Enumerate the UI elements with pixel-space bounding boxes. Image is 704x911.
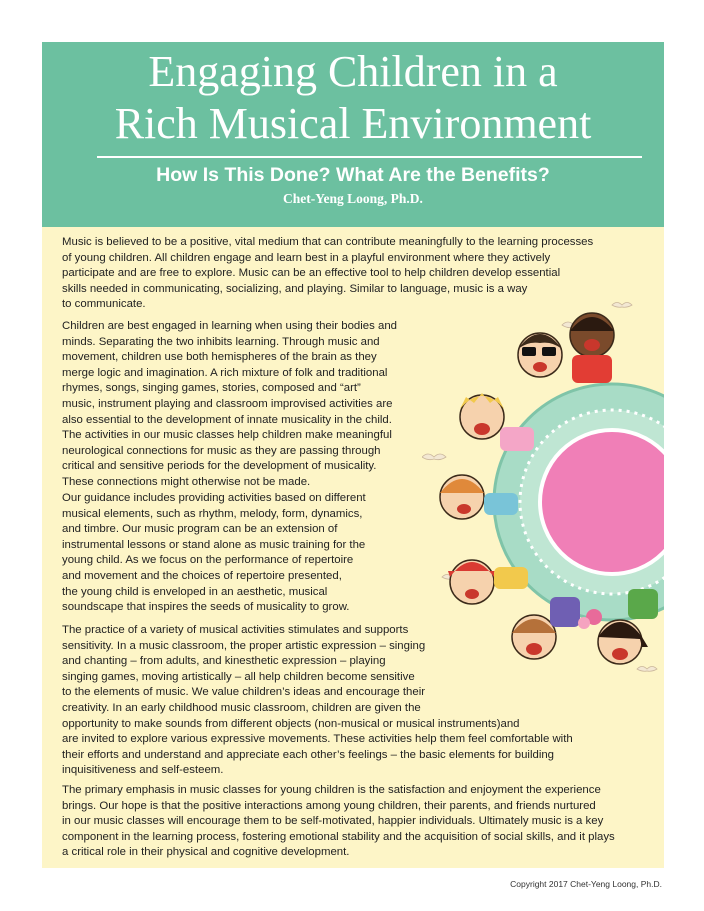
text-line: minds. Separating the two inhibits learning. Through music and: [62, 335, 380, 348]
text-line: in our music classes will encourage them to be self-motivated, happier individuals. Ultimately music is a key: [62, 815, 604, 828]
text-line: The primary emphasis in music classes for young children is the satisfaction and enjoyment the experience: [62, 784, 601, 796]
paragraph-engagement: [62, 319, 397, 491]
child-figure: [518, 333, 562, 377]
text-line: creativity. In an early childhood music classroom, children are given the: [62, 701, 421, 714]
text-line: music, instrument playing and classroom improvised activities are: [62, 397, 393, 410]
text-line: skills needed in communicating, socializing, and playing. Similar to language, music is a way: [62, 282, 528, 295]
title-divider: [97, 156, 642, 158]
paragraph-emphasis: [62, 783, 615, 861]
text-line: critical and sensitive periods for the development of musicality.: [62, 460, 377, 473]
text-line: also essential to the development of innate musicality in the child.: [62, 413, 392, 426]
text-line: sensitivity. In a music classroom, the proper artistic expression – singing: [62, 639, 426, 652]
text-line: of young children. All children engage and learn best in a playful environment where they actively: [62, 251, 551, 264]
page-title: [42, 46, 664, 150]
text-line: opportunity to make sounds from different objects (non-musical or musical instruments)and: [62, 717, 520, 730]
child-figure: [460, 393, 534, 451]
text-line: component in the learning process, fostering emotional stability and the acquisition of social skills, and it plays: [62, 830, 615, 843]
text-line: musical elements, such as rhythm, melody, form, dynamics,: [62, 507, 363, 520]
text-line: The practice of a variety of musical activities stimulates and supports: [62, 624, 409, 636]
text-line: instrumental lessons or stand alone as music training for the: [62, 538, 366, 551]
text-line: neurological connections for music as they are passing through: [62, 444, 381, 457]
text-line: movement, children use both hemispheres of the brain as they: [62, 351, 377, 364]
bird-icon: [422, 454, 446, 460]
child-figure: [570, 313, 614, 383]
text-line: rhymes, songs, singing games, stories, composed and “art”: [62, 382, 361, 395]
text-line: their efforts and understand and appreciate each other’s feelings – the basic elements for building: [62, 748, 555, 761]
page-subtitle: How Is This Done? What Are the Benefits?: [156, 164, 550, 186]
text-line: soundscape that inspires the seeds of musicality to grow.: [62, 601, 350, 614]
text-line: young child. As we focus on the performance of repertoire: [62, 554, 354, 567]
text-line: and movement and the choices of repertoire presented,: [62, 569, 342, 582]
article-body: [42, 227, 664, 868]
text-line: to the elements of music. We value children’s ideas and encourage their: [62, 686, 426, 699]
author-name: Chet-Yeng Loong, Ph.D.: [283, 191, 423, 206]
text-line: brings. Our hope is that the positive interactions among young children, their parents, and friends nurtured: [62, 799, 596, 812]
paragraph-practice: [62, 623, 573, 779]
text-line: and timbre. Our music program can be an extension of: [62, 523, 338, 536]
title-line: Rich Musical Environment: [114, 99, 592, 148]
title-banner: [42, 42, 664, 227]
text-line: These connections might otherwise not be made.: [62, 475, 311, 488]
text-line: Our guidance includes providing activities based on different: [62, 492, 366, 504]
text-line: singing games, moving artistically – all help children become sensitive: [62, 670, 415, 683]
text-line: Children are best engaged in learning when using their bodies and: [62, 320, 397, 332]
bird-icon: [637, 667, 657, 672]
text-line: and chanting – from adults, and kinesthetic expression – playing: [62, 655, 386, 668]
title-line: Engaging Children in a: [148, 47, 558, 96]
text-line: inquisitiveness and self-esteem.: [62, 764, 224, 777]
copyright-footer: Copyright 2017 Chet-Yeng Loong, Ph.D.: [510, 879, 662, 889]
text-line: to communicate.: [62, 298, 146, 311]
text-line: Music is believed to be a positive, vital medium that can contribute meaningfully to the learning processes: [62, 236, 594, 248]
text-line: merge logic and imagination. A rich mixture of folk and traditional: [62, 366, 388, 379]
text-line: a critical role in their physical and cognitive development.: [62, 846, 350, 859]
paragraph-guidance: [62, 491, 366, 616]
text-line: the young child is enveloped in an aesthetic, musical: [62, 585, 328, 598]
text-line: participate and are free to explore. Music can be an effective tool to help children develop essential: [62, 267, 561, 280]
bird-icon: [612, 303, 632, 308]
globe-center: [540, 430, 664, 574]
paragraph-intro: [62, 235, 593, 313]
text-line: are invited to explore various expressive movements. These activities help them feel comfortable with: [62, 733, 573, 746]
text-line: The activities in our music classes help children make meaningful: [62, 429, 392, 442]
